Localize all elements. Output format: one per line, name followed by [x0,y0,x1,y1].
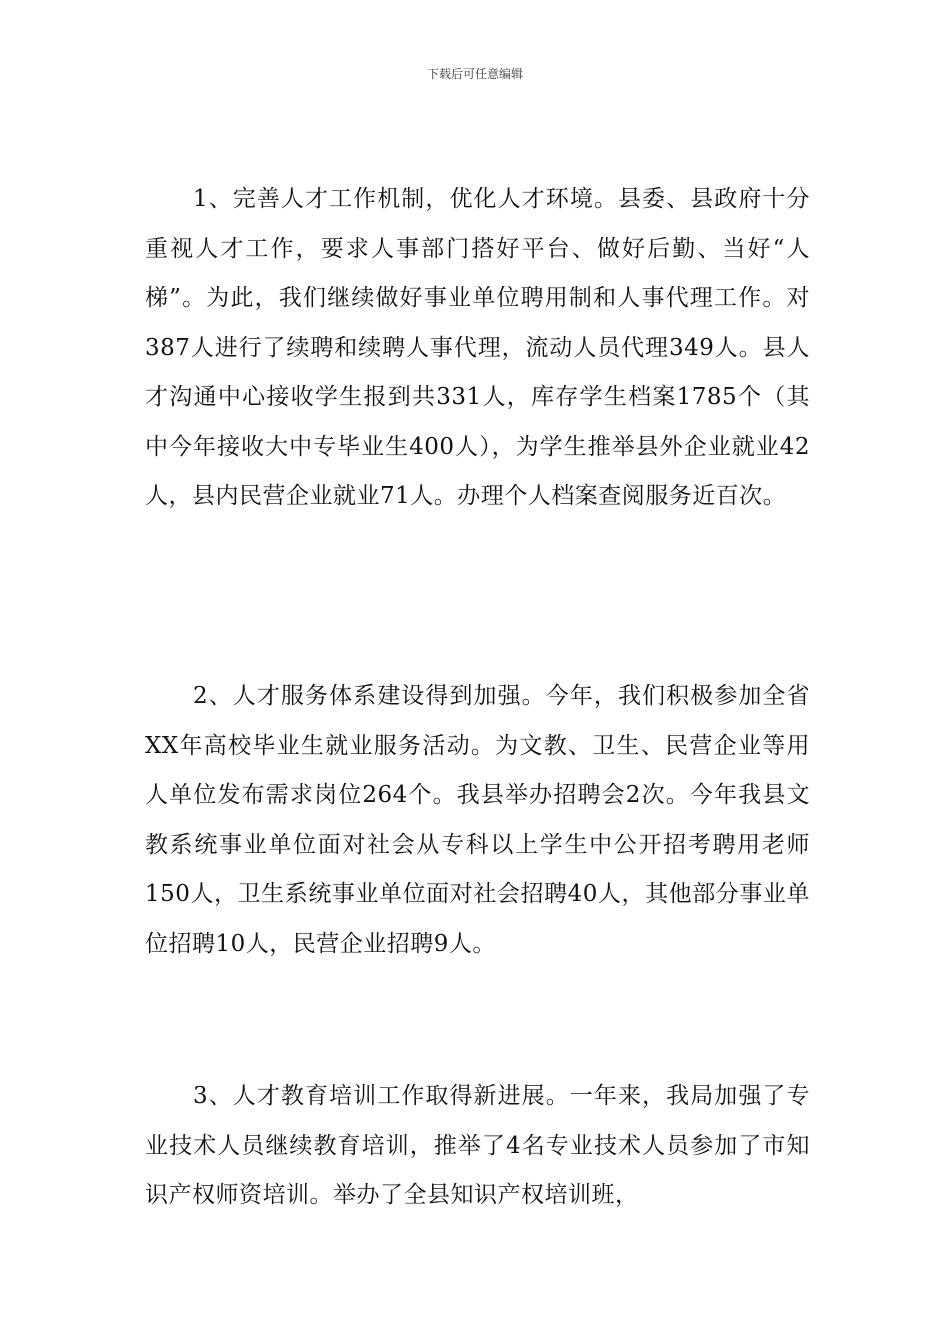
paragraph-talent-service: 2、人才服务体系建设得到加强。今年，我们积极参加全省XX年高校毕业生就业服务活动。为文教、卫生、民营企业等用人单位发布需求岗位264个。我县举办招聘会2次。今年我县文教系统事业单位面对社会从专科以上学生中公开招考聘用老师150人，卫生系统事业单位面对社会招聘40人，其他部分事业单位招聘10人，民营企业招聘9人。 [145,683,810,957]
paragraph-talent-mechanism: 1、完善人才工作机制，优化人才环境。县委、县政府十分重视人才工作，要求人事部门搭好平台、做好后勤、当好“人梯”。为此，我们继续做好事业单位聘用制和人事代理工作。对387人进行了续聘和续聘人事代理，流动人员代理349人。县人才沟通中心接收学生报到共331人，库存学生档案1785个（其中今年接收大中专毕业生400人），为学生推举县外企业就业42人，县内民营企业就业71人。办理个人档案查阅服务近百次。 [145,186,810,509]
paragraph-talent-training: 3、人才教育培训工作取得新进展。一年来，我局加强了专业技术人员继续教育培训，推举了4名专业技术人员参加了市知识产权师资培训。举办了全县知识产权培训班， [145,1083,810,1208]
page-header: 下载后可任意编辑 [426,67,523,81]
